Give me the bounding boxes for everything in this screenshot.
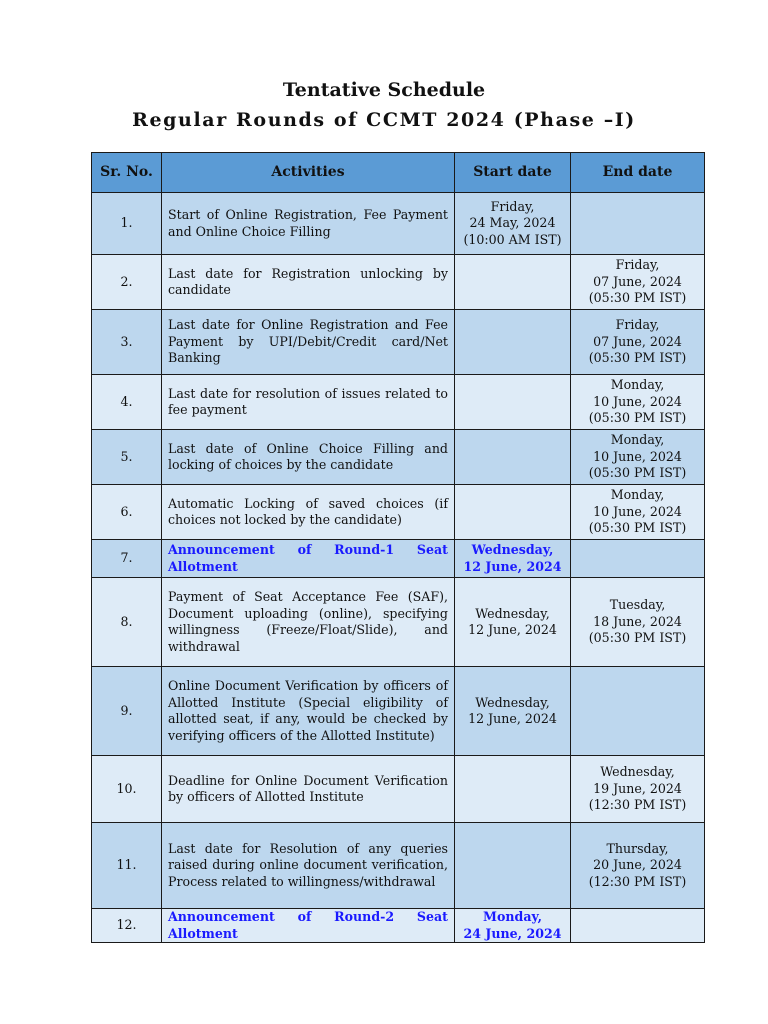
row-start-date xyxy=(455,193,571,255)
row-end-date xyxy=(571,310,705,375)
end-date-line: Monday, xyxy=(610,487,665,503)
end-date-line: 20 June, 2024 xyxy=(593,857,682,873)
row-serial-number: 9. xyxy=(92,667,162,756)
row-start-date xyxy=(455,375,571,430)
row-activity: Deadline for Online Document Verification by officers of Allotted Institute xyxy=(162,756,455,823)
row-activity: Last date of Online Choice Filling and locking of choices by the candidate xyxy=(162,430,455,485)
end-date-line: 07 June, 2024 xyxy=(593,333,682,349)
end-date-line: Monday, xyxy=(610,377,665,393)
end-date-line: (05:30 PM IST) xyxy=(588,520,687,536)
end-date-line: (05:30 PM IST) xyxy=(588,410,687,426)
row-serial-number: 12. xyxy=(92,909,162,943)
row-serial-number: 4. xyxy=(92,375,162,430)
start-date-line: (10:00 AM IST) xyxy=(463,231,562,247)
row-serial-number: 1. xyxy=(92,193,162,255)
end-date-line: (05:30 PM IST) xyxy=(588,350,687,366)
row-start-date xyxy=(455,667,571,756)
row-serial-number: 7. xyxy=(92,540,162,578)
row-start-date xyxy=(455,756,571,823)
start-date-line: Wednesday, xyxy=(475,694,550,710)
row-activity: Last date for Resolution of any queries raised during online document verification, Process related to willingness/withdrawal xyxy=(162,823,455,909)
table-row xyxy=(92,667,705,756)
table-row xyxy=(92,823,705,909)
row-activity: Announcement of Round-1 Seat Allotment xyxy=(162,540,455,578)
end-date-line: Monday, xyxy=(610,432,665,448)
table-row xyxy=(92,375,705,430)
start-date-line: 24 June, 2024 xyxy=(463,925,562,941)
end-date-line: 10 June, 2024 xyxy=(593,448,682,464)
row-end-date xyxy=(571,485,705,540)
start-date-line: Wednesday, xyxy=(475,605,550,621)
table-row xyxy=(92,540,705,578)
start-date-line: 12 June, 2024 xyxy=(468,622,557,637)
start-date-line: 12 June, 2024 xyxy=(463,558,562,574)
row-serial-number: 10. xyxy=(92,756,162,823)
row-start-date xyxy=(455,578,571,667)
row-serial-number: 6. xyxy=(92,485,162,540)
end-date-line: 18 June, 2024 xyxy=(593,613,682,629)
table-row xyxy=(92,485,705,540)
row-serial-number: 11. xyxy=(92,823,162,909)
table-row xyxy=(92,909,705,943)
row-end-date xyxy=(571,909,705,943)
schedule-table xyxy=(91,152,705,943)
start-date-line: Wednesday, xyxy=(471,542,554,557)
end-date-line: 10 June, 2024 xyxy=(593,503,682,519)
row-end-date xyxy=(571,756,705,823)
row-end-date xyxy=(571,578,705,667)
row-start-date xyxy=(455,485,571,540)
row-serial-number: 5. xyxy=(92,430,162,485)
row-start-date xyxy=(455,430,571,485)
row-activity: Online Document Verification by officers of Allotted Institute (Special eligibility of allotted seat, if any, would be checked by verifying officers of the Allotted Institute) xyxy=(162,667,455,756)
column-header-sr-no: Sr. No. xyxy=(92,153,162,193)
row-activity: Announcement of Round-2 Seat Allotment xyxy=(162,909,455,943)
end-date-line: (12:30 PM IST) xyxy=(588,797,687,813)
end-date-line: (12:30 PM IST) xyxy=(588,873,687,889)
column-header-end-date: End date xyxy=(571,153,705,193)
table-row xyxy=(92,310,705,375)
table-header-row xyxy=(92,153,705,193)
row-start-date xyxy=(455,255,571,310)
row-end-date xyxy=(571,375,705,430)
end-date-line: (05:30 PM IST) xyxy=(588,630,687,646)
table-row xyxy=(92,578,705,667)
end-date-line: Thursday, xyxy=(606,840,669,856)
table-row xyxy=(92,255,705,310)
document-title: Tentative Schedule xyxy=(282,79,486,101)
start-date-line: 12 June, 2024 xyxy=(468,711,557,726)
end-date-line: Friday, xyxy=(615,317,660,333)
end-date-line: (05:30 PM IST) xyxy=(588,290,687,306)
row-activity: Last date for Registration unlocking by candidate xyxy=(162,255,455,310)
end-date-line: Tuesday, xyxy=(609,597,666,613)
row-end-date xyxy=(571,430,705,485)
row-start-date xyxy=(455,540,571,578)
table-row xyxy=(92,193,705,255)
end-date-line: 10 June, 2024 xyxy=(593,393,682,409)
table-row xyxy=(92,756,705,823)
table-row xyxy=(92,430,705,485)
row-end-date xyxy=(571,193,705,255)
document-subtitle: Regular Rounds of CCMT 2024 (Phase –I) xyxy=(132,109,636,131)
end-date-line: 07 June, 2024 xyxy=(593,273,682,289)
row-serial-number: 8. xyxy=(92,578,162,667)
row-activity: Last date for resolution of issues related to fee payment xyxy=(162,375,455,430)
row-end-date xyxy=(571,255,705,310)
end-date-line: Friday, xyxy=(615,257,660,273)
end-date-line: 19 June, 2024 xyxy=(593,780,682,796)
row-serial-number: 2. xyxy=(92,255,162,310)
column-header-start-date: Start date xyxy=(455,153,571,193)
end-date-line: (05:30 PM IST) xyxy=(588,465,687,481)
row-activity: Automatic Locking of saved choices (if choices not locked by the candidate) xyxy=(162,485,455,540)
start-date-line: 24 May, 2024 xyxy=(469,215,556,231)
row-end-date xyxy=(571,540,705,578)
start-date-line: Friday, xyxy=(490,198,535,214)
row-end-date xyxy=(571,667,705,756)
row-activity: Payment of Seat Acceptance Fee (SAF), Document uploading (online), specifying willingness (Freeze/Float/Slide), and withdrawal xyxy=(162,578,455,667)
row-start-date xyxy=(455,310,571,375)
row-end-date xyxy=(571,823,705,909)
row-start-date xyxy=(455,909,571,943)
row-serial-number: 3. xyxy=(92,310,162,375)
end-date-line: Wednesday, xyxy=(600,764,675,780)
row-activity: Last date for Online Registration and Fee Payment by UPI/Debit/Credit card/Net Banking xyxy=(162,310,455,375)
start-date-line: Monday, xyxy=(483,909,542,924)
row-start-date xyxy=(455,823,571,909)
column-header-activities: Activities xyxy=(162,153,455,193)
row-activity: Start of Online Registration, Fee Payment and Online Choice Filling xyxy=(162,193,455,255)
